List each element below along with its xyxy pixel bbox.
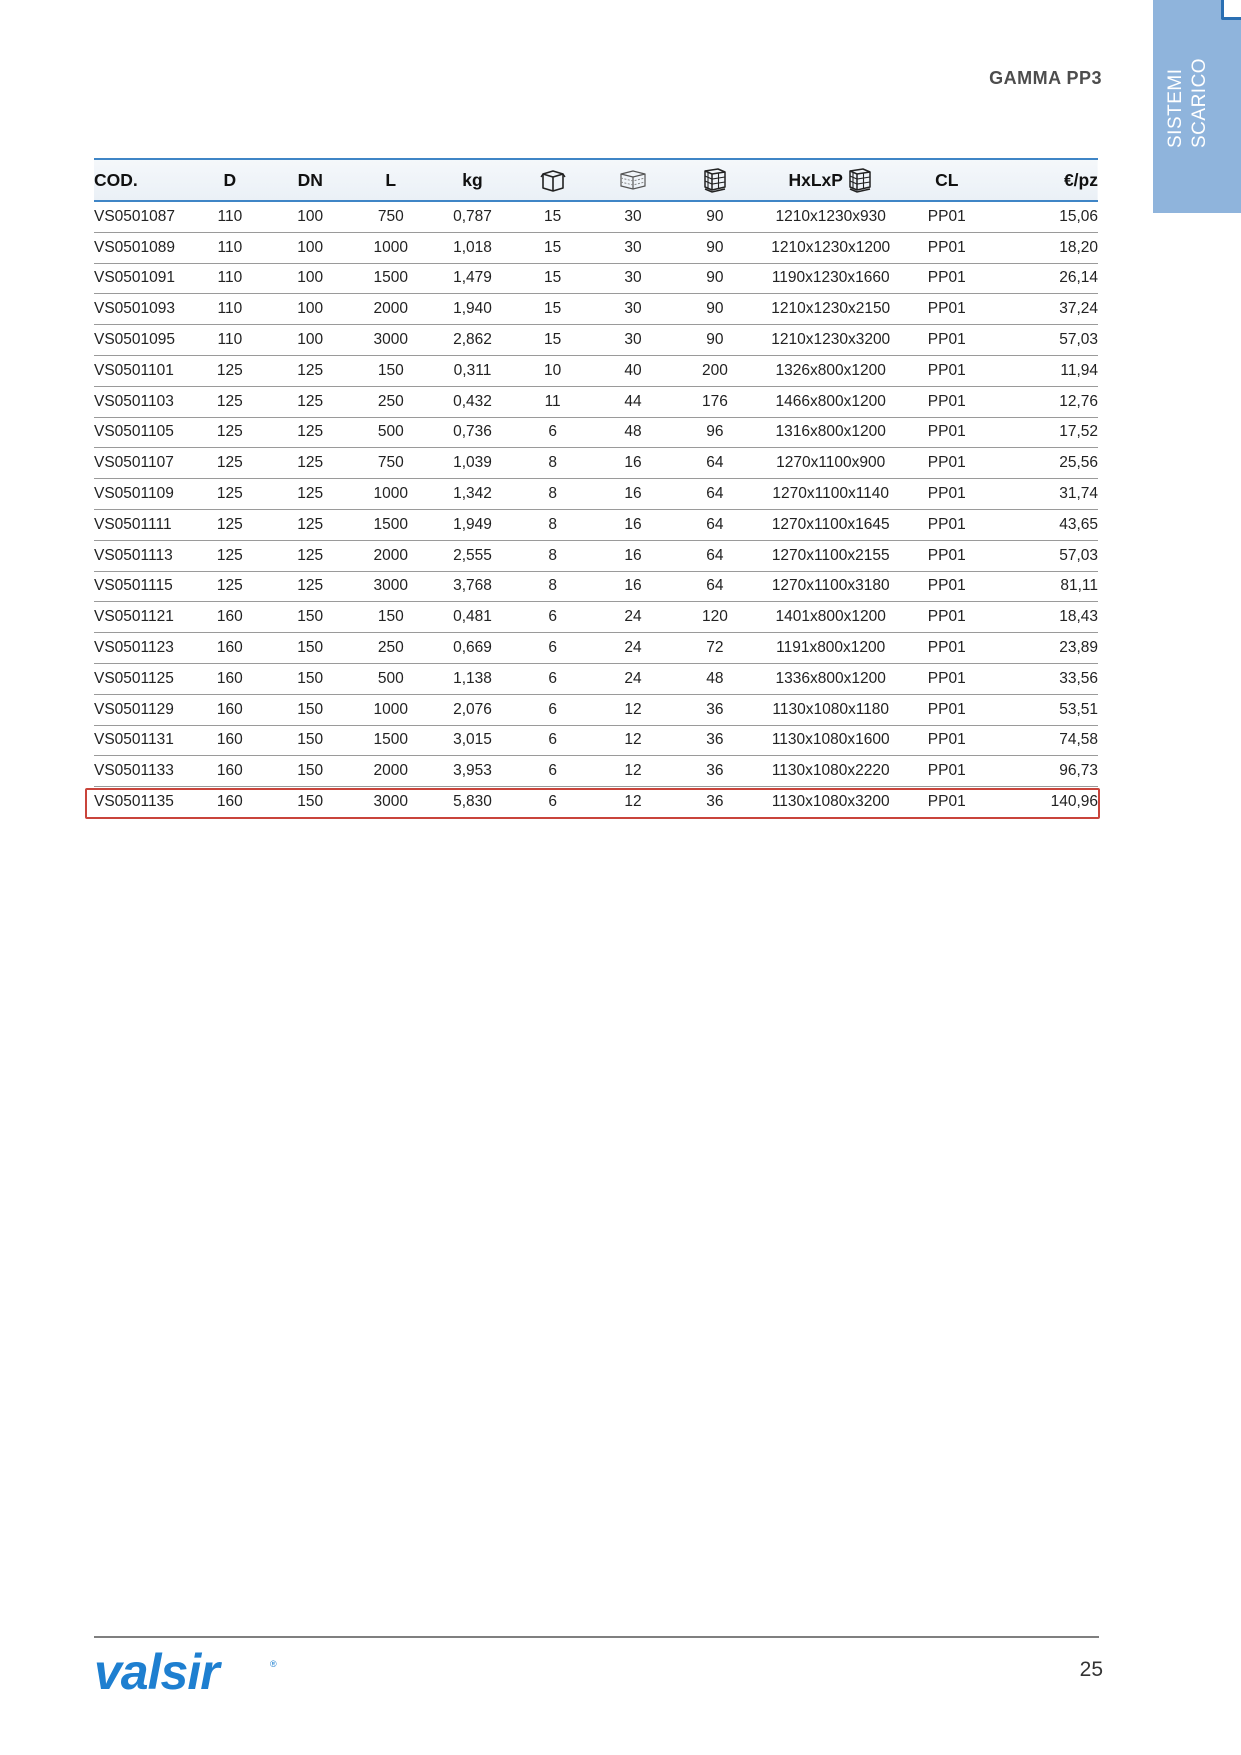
logo-text: valsir [94, 1649, 219, 1697]
cell-l: 250 [349, 386, 432, 417]
cell-l: 1000 [349, 232, 432, 263]
cell-l: 750 [349, 201, 432, 232]
table-row [94, 509, 1098, 540]
cell-kg: 1,949 [432, 509, 512, 540]
cell-cod: VS0501129 [94, 694, 188, 725]
cell-price: 26,14 [988, 263, 1098, 294]
price-table [94, 158, 1098, 817]
col-header-dn: DN [271, 159, 349, 201]
table-row [94, 417, 1098, 448]
cell-l: 3000 [349, 571, 432, 602]
cell-bundle-qty: 12 [593, 725, 674, 756]
cell-price: 43,65 [988, 509, 1098, 540]
cell-kg: 2,862 [432, 325, 512, 356]
cell-kg: 1,342 [432, 479, 512, 510]
cell-kg: 0,311 [432, 355, 512, 386]
tab-corner-marker [1221, 0, 1241, 20]
cell-pallet-qty: 64 [674, 479, 757, 510]
cell-box-qty: 6 [548, 793, 557, 811]
col-header-cl: CL [905, 159, 988, 201]
cell-cl: PP01 [905, 694, 988, 725]
cell-box-qty: 8 [513, 571, 593, 602]
cell-box-qty: 6 [513, 602, 593, 633]
cell-dn: 150 [271, 602, 349, 633]
cell-bundle-qty: 12 [593, 694, 674, 725]
cell-l: 150 [349, 602, 432, 633]
cell-pallet-dims: 1130x1080x1180 [756, 694, 905, 725]
cell-bundle-qty: 30 [593, 201, 674, 232]
cell-cl: PP01 [927, 793, 966, 811]
table-row [94, 633, 1098, 664]
cell-pallet-dims: 1270x1100x3180 [756, 571, 905, 602]
table-header-row [94, 159, 1098, 201]
cell-bundle-qty: 30 [593, 294, 674, 325]
cell-kg: 1,039 [432, 448, 512, 479]
table-row [94, 756, 1098, 787]
cell-d: 160 [216, 793, 243, 811]
cell-pallet-dims: 1270x1100x900 [756, 448, 905, 479]
cell-cod: VS0501113 [94, 540, 188, 571]
highlighted-row-outline [85, 788, 1100, 819]
cell-cl: PP01 [905, 663, 988, 694]
cell-dn: 125 [271, 355, 349, 386]
section-tab-label [1164, 8, 1212, 148]
cell-cl: PP01 [905, 325, 988, 356]
cell-pallet-dims: 1316x800x1200 [756, 417, 905, 448]
cell-cod: VS0501109 [94, 479, 188, 510]
cell-pallet-qty: 120 [674, 602, 757, 633]
cell-cod: VS0501135 [94, 793, 174, 811]
table-row [94, 602, 1098, 633]
cell-l: 1500 [349, 509, 432, 540]
cell-dn: 125 [271, 540, 349, 571]
cell-pallet-qty: 48 [674, 663, 757, 694]
cell-kg: 3,953 [432, 756, 512, 787]
cell-l: 1000 [349, 694, 432, 725]
cell-box-qty: 11 [513, 386, 593, 417]
cell-cl: PP01 [905, 725, 988, 756]
valsir-logo [94, 1649, 284, 1697]
cell-bundle-qty: 24 [593, 663, 674, 694]
cell-price: 53,51 [988, 694, 1098, 725]
cell-cl: PP01 [905, 386, 988, 417]
cell-l: 1500 [349, 725, 432, 756]
cell-kg: 1,018 [432, 232, 512, 263]
cell-d: 110 [188, 232, 271, 263]
cell-cl: PP01 [905, 448, 988, 479]
cell-d: 125 [188, 355, 271, 386]
cell-kg: 0,481 [432, 602, 512, 633]
cell-bundle-qty: 30 [593, 263, 674, 294]
cell-cod: VS0501133 [94, 756, 188, 787]
cell-box-qty: 6 [513, 417, 593, 448]
cell-price: 96,73 [988, 756, 1098, 787]
cell-price: 23,89 [988, 633, 1098, 664]
cell-d: 110 [188, 263, 271, 294]
cell-d: 125 [188, 386, 271, 417]
cell-price: 74,58 [988, 725, 1098, 756]
cell-price: 11,94 [988, 355, 1098, 386]
cell-dn: 150 [271, 633, 349, 664]
cell-pallet-qty: 36 [706, 793, 724, 811]
cell-dn: 150 [271, 756, 349, 787]
cell-bundle-qty: 16 [593, 448, 674, 479]
cell-bundle-qty: 16 [593, 509, 674, 540]
table-row [94, 663, 1098, 694]
cell-kg: 0,432 [432, 386, 512, 417]
cell-box-qty: 6 [513, 756, 593, 787]
cell-bundle-qty: 24 [593, 633, 674, 664]
pallet-icon [847, 167, 873, 193]
col-header-pallet [674, 159, 757, 201]
svg-text:®: ® [270, 1659, 277, 1669]
cell-price: 18,43 [988, 602, 1098, 633]
cell-cod: VS0501093 [94, 294, 188, 325]
cell-cod: VS0501107 [94, 448, 188, 479]
cell-cl: PP01 [905, 232, 988, 263]
cell-cod: VS0501095 [94, 325, 188, 356]
cell-l: 250 [349, 633, 432, 664]
cell-pallet-dims: 1270x1100x1140 [756, 479, 905, 510]
table-row [94, 540, 1098, 571]
cell-l: 500 [349, 663, 432, 694]
cell-dn: 150 [271, 663, 349, 694]
table-row [94, 448, 1098, 479]
cell-pallet-qty: 72 [674, 633, 757, 664]
cell-box-qty: 6 [513, 633, 593, 664]
cell-d: 160 [188, 663, 271, 694]
cell-bundle-qty: 12 [593, 756, 674, 787]
cell-l: 150 [349, 355, 432, 386]
cell-l: 3000 [349, 325, 432, 356]
table-body [94, 201, 1098, 817]
cell-pallet-qty: 176 [674, 386, 757, 417]
cell-pallet-dims: 1326x800x1200 [756, 355, 905, 386]
cell-d: 110 [188, 201, 271, 232]
cell-kg: 3,015 [432, 725, 512, 756]
cell-pallet-dims: 1130x1080x3200 [771, 793, 890, 811]
cell-pallet-qty: 36 [674, 694, 757, 725]
cell-box-qty: 6 [513, 694, 593, 725]
page-title: GAMMA PP3 [989, 68, 1102, 88]
cell-pallet-dims: 1210x1230x930 [756, 201, 905, 232]
cell-box-qty: 8 [513, 479, 593, 510]
cell-bundle-qty: 30 [593, 325, 674, 356]
cell-kg: 1,138 [432, 663, 512, 694]
cell-pallet-qty: 200 [674, 355, 757, 386]
cell-bundle-qty: 30 [593, 232, 674, 263]
cell-cod: VS0501105 [94, 417, 188, 448]
page-number: 25 [1079, 1658, 1103, 1681]
cell-dn: 125 [271, 571, 349, 602]
cell-price: 33,56 [988, 663, 1098, 694]
cell-kg: 1,479 [432, 263, 512, 294]
col-header-l: L [349, 159, 432, 201]
cell-pallet-dims: 1401x800x1200 [756, 602, 905, 633]
cell-pallet-qty: 64 [674, 571, 757, 602]
cell-price: 57,03 [988, 325, 1098, 356]
table-row [94, 386, 1098, 417]
cell-price: 17,52 [988, 417, 1098, 448]
cell-l: 2000 [349, 540, 432, 571]
cell-pallet-dims: 1336x800x1200 [756, 663, 905, 694]
cell-pallet-dims: 1210x1230x2150 [756, 294, 905, 325]
table-row [94, 294, 1098, 325]
cell-cod: VS0501091 [94, 263, 188, 294]
cell-d: 160 [188, 694, 271, 725]
cell-dn: 125 [271, 417, 349, 448]
table-row [94, 355, 1098, 386]
cell-kg: 0,669 [432, 633, 512, 664]
cell-cod: VS0501121 [94, 602, 188, 633]
cell-bundle-qty: 16 [593, 540, 674, 571]
col-header-price: €/pz [988, 159, 1098, 201]
cell-d: 125 [188, 479, 271, 510]
cell-price: 15,06 [988, 201, 1098, 232]
cell-bundle-qty: 16 [593, 571, 674, 602]
table-row [94, 263, 1098, 294]
cell-d: 160 [188, 756, 271, 787]
cell-l: 750 [349, 448, 432, 479]
cell-dn: 100 [271, 325, 349, 356]
cell-l: 1000 [349, 479, 432, 510]
cell-cl: PP01 [905, 756, 988, 787]
cell-box-qty: 8 [513, 448, 593, 479]
cell-cod: VS0501123 [94, 633, 188, 664]
table-row [94, 479, 1098, 510]
table-row [94, 725, 1098, 756]
package-box-icon [540, 168, 566, 192]
cell-box-qty: 15 [513, 232, 593, 263]
cell-pallet-dims: 1190x1230x1660 [756, 263, 905, 294]
cell-pallet-dims: 1270x1100x2155 [756, 540, 905, 571]
cell-d: 125 [188, 509, 271, 540]
cell-l: 500 [349, 417, 432, 448]
cell-cod: VS0501087 [94, 201, 188, 232]
cell-dn: 150 [271, 725, 349, 756]
bundle-stack-icon [619, 169, 647, 191]
cell-bundle-qty: 40 [593, 355, 674, 386]
table-row [94, 325, 1098, 356]
cell-cl: PP01 [905, 509, 988, 540]
cell-dn: 100 [271, 263, 349, 294]
cell-cl: PP01 [905, 201, 988, 232]
col-header-hxlxp-label: HxLxP [788, 169, 843, 190]
cell-cod: VS0501103 [94, 386, 188, 417]
cell-dn: 125 [271, 386, 349, 417]
cell-pallet-qty: 64 [674, 540, 757, 571]
cell-cl: PP01 [905, 479, 988, 510]
cell-box-qty: 8 [513, 540, 593, 571]
cell-price: 25,56 [988, 448, 1098, 479]
cell-pallet-dims: 1191x800x1200 [756, 633, 905, 664]
cell-cl: PP01 [905, 263, 988, 294]
cell-price: 31,74 [988, 479, 1098, 510]
cell-d: 160 [188, 602, 271, 633]
cell-price: 57,03 [988, 540, 1098, 571]
cell-box-qty: 15 [513, 263, 593, 294]
cell-cod: VS0501101 [94, 355, 188, 386]
section-tab-line-2: SCARICO [1189, 57, 1210, 148]
cell-pallet-qty: 90 [674, 201, 757, 232]
cell-dn: 150 [297, 793, 324, 811]
footer-divider [94, 1636, 1099, 1638]
section-tab-line-1: SISTEMI [1165, 68, 1186, 148]
cell-pallet-dims: 1130x1080x2220 [756, 756, 905, 787]
cell-pallet-qty: 90 [674, 294, 757, 325]
cell-cod: VS0501115 [94, 571, 188, 602]
cell-price: 81,11 [988, 571, 1098, 602]
cell-dn: 100 [271, 294, 349, 325]
cell-price: 18,20 [988, 232, 1098, 263]
cell-cod: VS0501131 [94, 725, 188, 756]
cell-pallet-qty: 36 [674, 725, 757, 756]
cell-kg: 0,787 [432, 201, 512, 232]
cell-pallet-dims: 1210x1230x1200 [756, 232, 905, 263]
cell-cod: VS0501125 [94, 663, 188, 694]
cell-d: 110 [188, 294, 271, 325]
cell-box-qty: 15 [513, 294, 593, 325]
table-row [94, 571, 1098, 602]
cell-cl: PP01 [905, 355, 988, 386]
cell-pallet-qty: 90 [674, 232, 757, 263]
col-header-box [513, 159, 593, 201]
cell-bundle-qty: 12 [624, 793, 642, 811]
cell-kg: 3,768 [432, 571, 512, 602]
cell-kg: 1,940 [432, 294, 512, 325]
cell-pallet-dims: 1130x1080x1600 [756, 725, 905, 756]
cell-box-qty: 6 [513, 663, 593, 694]
cell-cl: PP01 [905, 571, 988, 602]
cell-pallet-qty: 96 [674, 417, 757, 448]
cell-pallet-qty: 90 [674, 263, 757, 294]
table-row [94, 232, 1098, 263]
cell-bundle-qty: 24 [593, 602, 674, 633]
cell-bundle-qty: 44 [593, 386, 674, 417]
cell-pallet-dims: 1466x800x1200 [756, 386, 905, 417]
cell-cod: VS0501089 [94, 232, 188, 263]
cell-d: 125 [188, 448, 271, 479]
cell-d: 125 [188, 417, 271, 448]
cell-dn: 125 [271, 479, 349, 510]
cell-d: 110 [188, 325, 271, 356]
cell-dn: 125 [271, 448, 349, 479]
cell-dn: 150 [271, 694, 349, 725]
cell-dn: 100 [271, 201, 349, 232]
cell-cl: PP01 [905, 540, 988, 571]
cell-box-qty: 10 [513, 355, 593, 386]
cell-kg: 5,830 [453, 793, 492, 811]
col-header-hxlxp [756, 159, 905, 201]
cell-cl: PP01 [905, 417, 988, 448]
cell-price: 140,96 [1050, 793, 1098, 811]
cell-box-qty: 8 [513, 509, 593, 540]
cell-bundle-qty: 48 [593, 417, 674, 448]
cell-d: 125 [188, 571, 271, 602]
cell-l: 3000 [373, 793, 408, 811]
cell-l: 2000 [349, 294, 432, 325]
cell-box-qty: 15 [513, 201, 593, 232]
table-row [94, 694, 1098, 725]
cell-cl: PP01 [905, 294, 988, 325]
cell-box-qty: 6 [513, 725, 593, 756]
col-header-d: D [188, 159, 271, 201]
cell-price: 37,24 [988, 294, 1098, 325]
cell-l: 1500 [349, 263, 432, 294]
cell-kg: 0,736 [432, 417, 512, 448]
cell-pallet-dims: 1270x1100x1645 [756, 509, 905, 540]
cell-pallet-qty: 64 [674, 509, 757, 540]
cell-bundle-qty: 16 [593, 479, 674, 510]
col-header-bundle [593, 159, 674, 201]
cell-d: 160 [188, 725, 271, 756]
cell-pallet-qty: 64 [674, 448, 757, 479]
pallet-icon [702, 167, 728, 193]
cell-pallet-qty: 36 [674, 756, 757, 787]
cell-pallet-dims: 1210x1230x3200 [756, 325, 905, 356]
cell-d: 160 [188, 633, 271, 664]
table-row [94, 201, 1098, 232]
cell-pallet-qty: 90 [674, 325, 757, 356]
cell-price: 12,76 [988, 386, 1098, 417]
cell-cl: PP01 [905, 633, 988, 664]
cell-cl: PP01 [905, 602, 988, 633]
cell-dn: 125 [271, 509, 349, 540]
cell-box-qty: 15 [513, 325, 593, 356]
cell-dn: 100 [271, 232, 349, 263]
col-header-kg: kg [432, 159, 512, 201]
cell-kg: 2,076 [432, 694, 512, 725]
cell-d: 125 [188, 540, 271, 571]
cell-l: 2000 [349, 756, 432, 787]
cell-kg: 2,555 [432, 540, 512, 571]
cell-cod: VS0501111 [94, 509, 188, 540]
col-header-cod: COD. [94, 159, 188, 201]
